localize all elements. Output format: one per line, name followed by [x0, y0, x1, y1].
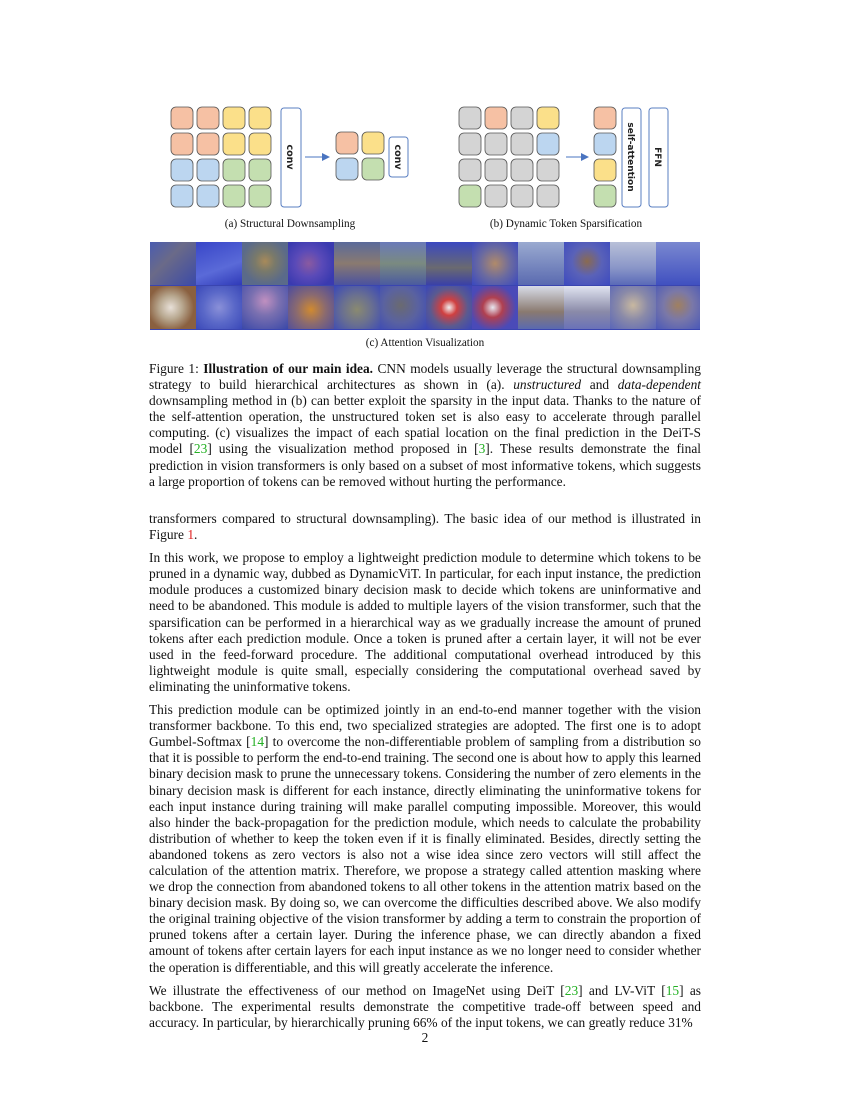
viz-image: [196, 242, 242, 285]
citation-link[interactable]: 15: [665, 982, 680, 998]
viz-image: [656, 286, 700, 329]
caption-and: and: [581, 377, 618, 393]
body-text: [149, 511, 701, 1038]
conv-label-2: conv: [392, 144, 403, 170]
viz-image: [150, 286, 196, 329]
viz-image: [334, 242, 380, 285]
paragraph-text: We illustrate the effectiveness of our method on ImageNet using DeiT [: [149, 982, 565, 998]
caption-text-3: ] using the visualization method proposed in [: [207, 441, 479, 457]
viz-image: [610, 242, 656, 285]
ffn-label: FFN: [652, 147, 662, 167]
viz-image: [426, 242, 472, 285]
viz-image: [334, 286, 380, 329]
figure-1-diagram: [0, 0, 850, 240]
paragraph-text: transformers compared to structural downsampling). The basic idea of our method is illustrated in Figure: [149, 511, 701, 543]
viz-image: [242, 286, 288, 329]
figure-caption: [149, 361, 701, 490]
paragraph-text: This prediction module can be optimized jointly in an end-to-end manner together with the vision transformer backbone. To this end, two specialized strategies are adopted. The first one is to adopt Gumbel-Softmax [: [149, 702, 701, 750]
caption-unstructured: unstructured: [513, 377, 582, 393]
panel-b-token-column: [594, 107, 616, 207]
citation-link[interactable]: 23: [564, 982, 579, 998]
viz-image: [518, 286, 564, 329]
viz-image: [472, 242, 518, 285]
viz-image: [242, 242, 288, 285]
viz-image: [564, 286, 610, 329]
caption-text-4: ]. These results demonstrate the final prediction in vision transformers is only based on a subset of most informative tokens, which suggests a large proportion of tokens can be removed without hurting the performance.: [149, 441, 702, 489]
viz-image: [380, 286, 426, 329]
citation-link[interactable]: 3: [478, 441, 486, 457]
panel-a-input-grid: [171, 107, 271, 207]
viz-image: [426, 286, 472, 329]
panel-b-caption: (b) Dynamic Token Sparsification: [489, 218, 643, 230]
viz-image: [196, 286, 242, 329]
viz-image: [564, 242, 610, 285]
panel-c-caption: (c) Attention Visualization: [365, 337, 485, 349]
conv-label-1: conv: [284, 144, 295, 170]
caption-text-2: downsampling method in (b) can better exploit the sparsity in the input data. Thanks to the nature of the self-attention operation, the unstructured token set is also easy to accelerate through parallel computing. (c) visualizes the impact of each spatial location on the final prediction in the DeiT-S model [: [149, 393, 701, 457]
self-attention-label: self-attention: [625, 122, 635, 192]
paragraph-text: .: [194, 527, 198, 543]
panel-a-output-grid: [336, 132, 384, 180]
paragraph-text: ] as backbone. The experimental results demonstrate the competitive trade-off between speed and accuracy. In particular, by hierarchically pruning 66% of the input tokens, we can greatly reduce 31%: [149, 982, 701, 1030]
viz-image: [518, 242, 564, 285]
citation-link[interactable]: 23: [193, 441, 208, 457]
caption-prefix: Figure 1:: [149, 361, 204, 376]
paragraph-text: ] and LV-ViT [: [578, 982, 666, 998]
citation-link[interactable]: 14: [250, 734, 265, 750]
paragraph: In this work, we propose to employ a lightweight prediction module to determine which tokens to be pruned in a dynamic way, dubbed as DynamicViT. In particular, for each input instance, the prediction module produces a customized binary decision mask to decide which tokens are uninformative and need to be abandoned. This module is added to multiple layers of the vision transformer, such that the sparsification can be performed in a hierarchical way as we gradually increase the amount of pruned tokens after each prediction module. Once a token is pruned after a certain layer, it will not be ever used in the feed-forward procedure. The additional computational overhead introduced by this lightweight module is quite small, especially considering the computational overhead saved by eliminating the uninformative tokens.: [149, 550, 701, 694]
page-number: 2: [421, 1030, 429, 1045]
viz-image: [380, 242, 426, 285]
viz-image: [150, 242, 196, 285]
viz-image: [288, 286, 334, 329]
paragraph: [149, 983, 701, 1031]
figure-link[interactable]: 1: [187, 527, 195, 543]
viz-image: [288, 242, 334, 285]
caption-title: Illustration of our main idea.: [203, 361, 374, 376]
paragraph: [149, 511, 701, 543]
caption-data-dependent: data-dependent: [617, 377, 701, 393]
caption-text-1: CNN models usually leverage the structural downsampling strategy to build hierarchical architectures as shown in (a).: [149, 361, 701, 393]
paragraph-text: ] to overcome the non-differentiable problem of sampling from a distribution so that it is possible to perform the end-to-end training. The second one is about how to apply this learned binary decision mask to prune the unnecessary tokens. Considering the number of zero elements in the binary decision mask is different for each instance, directly eliminating the uninformative tokens for each input instance during training will make parallel computing impossible. Moreover, this would also hinder the back-propagation for the prediction module, which needs to calculate the probability distribution of whether to keep the token even if it is finally eliminated. Besides, directly setting the abandoned tokens as zero vectors is also not a wise idea since zero vectors will still affect the calculation of the attention matrix. Therefore, we propose a strategy called attention masking where we drop the connection from abandoned tokens to all other tokens in the attention matrix based on the binary decision mask. By doing so, we can overcome the difficulties described above. We also modify the original training objective of the vision transformer by adding a term to constrain the proportion of pruned tokens after a certain layer. During the inference phase, we can directly abandon a fixed amount of tokens after certain layers for each input instance as we no longer need to consider whether the operation is differentiable, and this will greatly accelerate the inference.: [149, 734, 701, 975]
panel-b-input-grid: [459, 107, 559, 207]
viz-image: [656, 242, 700, 285]
panel-a-caption: (a) Structural Downsampling: [224, 218, 356, 230]
paragraph: [149, 702, 701, 976]
viz-image: [610, 286, 656, 329]
viz-image: [472, 286, 518, 329]
attention-visualization-strip: [150, 242, 700, 330]
